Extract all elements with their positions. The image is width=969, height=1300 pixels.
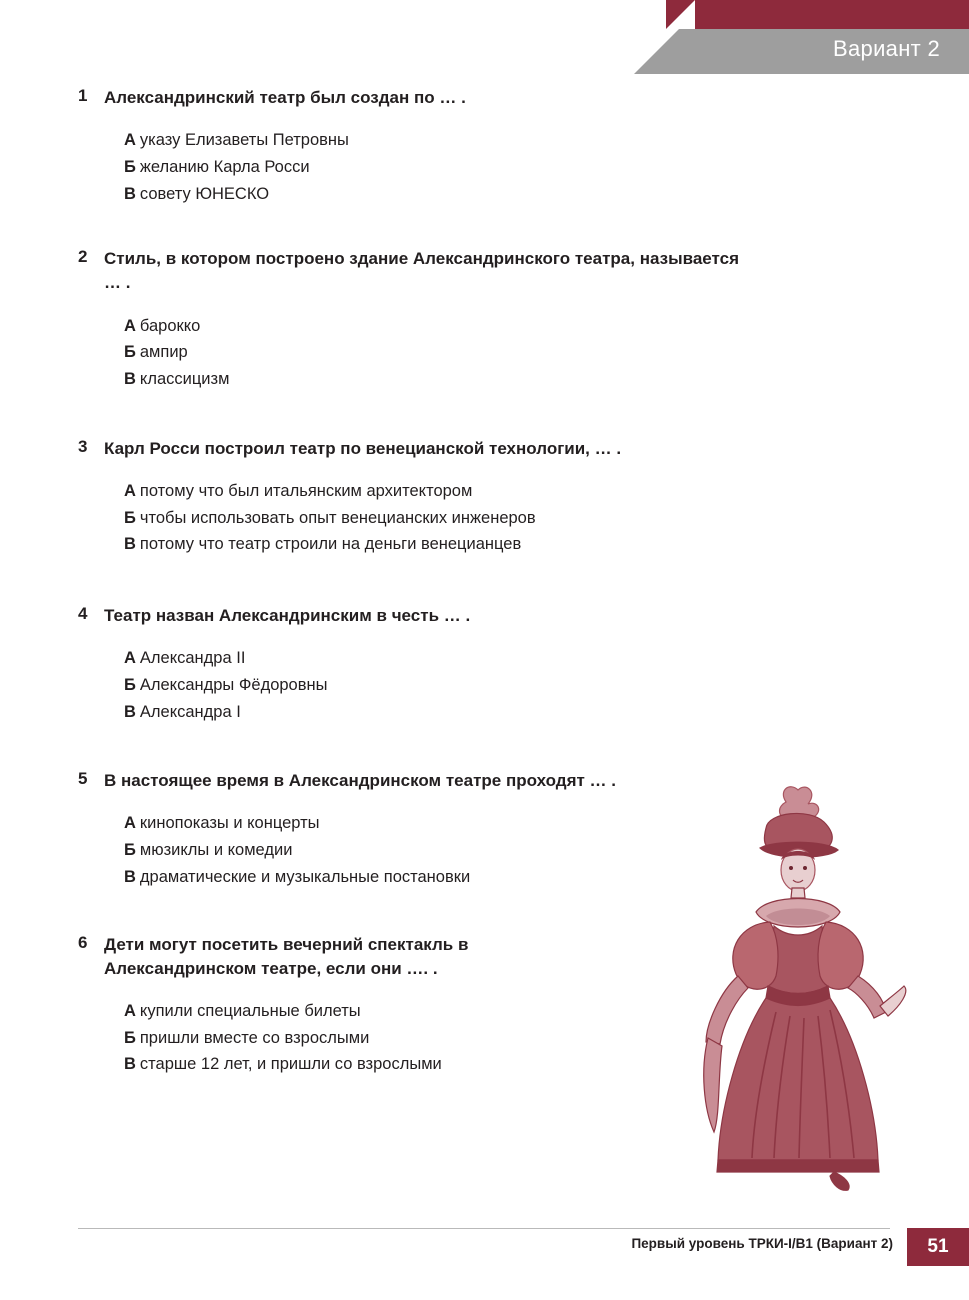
option-letter: Б	[124, 675, 136, 694]
footer-divider	[78, 1228, 890, 1229]
option-text: мюзиклы и комедии	[139, 841, 293, 860]
option-letter: В	[124, 369, 136, 388]
question-text: Александринский театр был создан по … .	[104, 88, 466, 107]
question-item	[0, 437, 969, 558]
option-list	[124, 313, 929, 393]
option-letter: Б	[124, 343, 136, 362]
option-letter: Б	[124, 508, 136, 527]
option-text: классицизм	[139, 369, 230, 388]
question-text: В настоящее время в Александринском театре проходят … .	[104, 771, 616, 791]
question-text: Театр назван Александринским в честь … .	[104, 605, 471, 625]
option-letter: В	[124, 535, 136, 554]
option-text: барокко	[139, 316, 201, 335]
option-text: чтобы использовать опыт венецианских инженеров	[139, 508, 536, 527]
question-text: Карл Росси построил театр по венецианской технологии, … .	[104, 438, 622, 458]
option-list	[124, 645, 929, 725]
option-item[interactable]	[124, 154, 929, 181]
option-text: указу Елизаветы Петровны	[139, 131, 349, 150]
option-text: желанию Карла Росси	[139, 157, 310, 176]
option-text: драматические и музыкальные постановки	[139, 867, 471, 886]
option-item[interactable]	[124, 699, 929, 726]
option-letter: А	[124, 481, 136, 500]
option-text: ампир	[139, 343, 188, 362]
option-item[interactable]	[124, 645, 929, 672]
question-number: 1	[78, 86, 88, 105]
option-text: Александра I	[139, 702, 241, 721]
option-list	[124, 478, 929, 558]
footer-label: Первый уровень ТРКИ-I/В1 (Вариант 2)	[631, 1236, 893, 1251]
option-text: Александры Фёдоровны	[139, 675, 328, 694]
question-item	[0, 86, 969, 207]
variant-title: Вариант 2	[833, 36, 940, 61]
question-text: Дети могут посетить вечерний спектакль в Александринском театре, если они …. .	[104, 934, 469, 978]
option-item[interactable]	[124, 339, 929, 366]
option-letter: В	[124, 702, 136, 721]
option-letter: Б	[124, 841, 136, 860]
option-item[interactable]	[124, 531, 929, 558]
option-letter: А	[124, 649, 136, 668]
option-item[interactable]	[124, 672, 929, 699]
page-header	[0, 0, 969, 74]
header-maroon-notch	[666, 0, 695, 29]
question-number: 2	[78, 247, 88, 267]
option-item[interactable]	[124, 366, 929, 393]
question-number: 5	[78, 769, 88, 789]
option-letter: В	[124, 184, 136, 203]
option-letter: Б	[124, 157, 136, 176]
option-letter: А	[124, 316, 136, 335]
option-list	[124, 998, 549, 1078]
option-letter: Б	[124, 1028, 136, 1047]
option-text: купили специальные билеты	[139, 1001, 361, 1020]
option-letter: В	[124, 1055, 136, 1074]
question-number: 6	[78, 932, 88, 952]
question-text: Стиль, в котором построено здание Александринского театра, называется … .	[104, 249, 739, 293]
option-item[interactable]	[124, 505, 929, 532]
option-item[interactable]	[124, 313, 929, 340]
option-item[interactable]	[124, 998, 549, 1025]
option-text: кинопоказы и концерты	[139, 814, 320, 833]
option-list	[124, 127, 929, 207]
option-letter: А	[124, 131, 136, 150]
question-number: 4	[78, 603, 88, 623]
header-maroon-band	[666, 0, 969, 29]
woman-in-historical-dress-illustration	[648, 780, 948, 1210]
page-number-badge: 51	[907, 1228, 969, 1266]
option-text: совету ЮНЕСКО	[139, 184, 270, 203]
question-item	[0, 604, 969, 725]
option-item[interactable]	[124, 1025, 549, 1052]
option-item[interactable]	[124, 1051, 549, 1078]
option-text: старше 12 лет, и пришли со взрослыми	[139, 1055, 442, 1074]
question-item	[0, 247, 969, 392]
option-item[interactable]	[124, 181, 929, 208]
option-letter: А	[124, 1001, 136, 1020]
option-letter: В	[124, 867, 136, 886]
option-text: Александра II	[139, 649, 246, 668]
option-text: потому что был итальянским архитектором	[139, 481, 473, 500]
option-text: пришли вместе со взрослыми	[139, 1028, 370, 1047]
option-item[interactable]	[124, 127, 929, 154]
option-letter: А	[124, 814, 136, 833]
option-item[interactable]	[124, 478, 929, 505]
question-number: 3	[78, 436, 88, 456]
option-text: потому что театр строили на деньги венецианцев	[139, 535, 522, 554]
